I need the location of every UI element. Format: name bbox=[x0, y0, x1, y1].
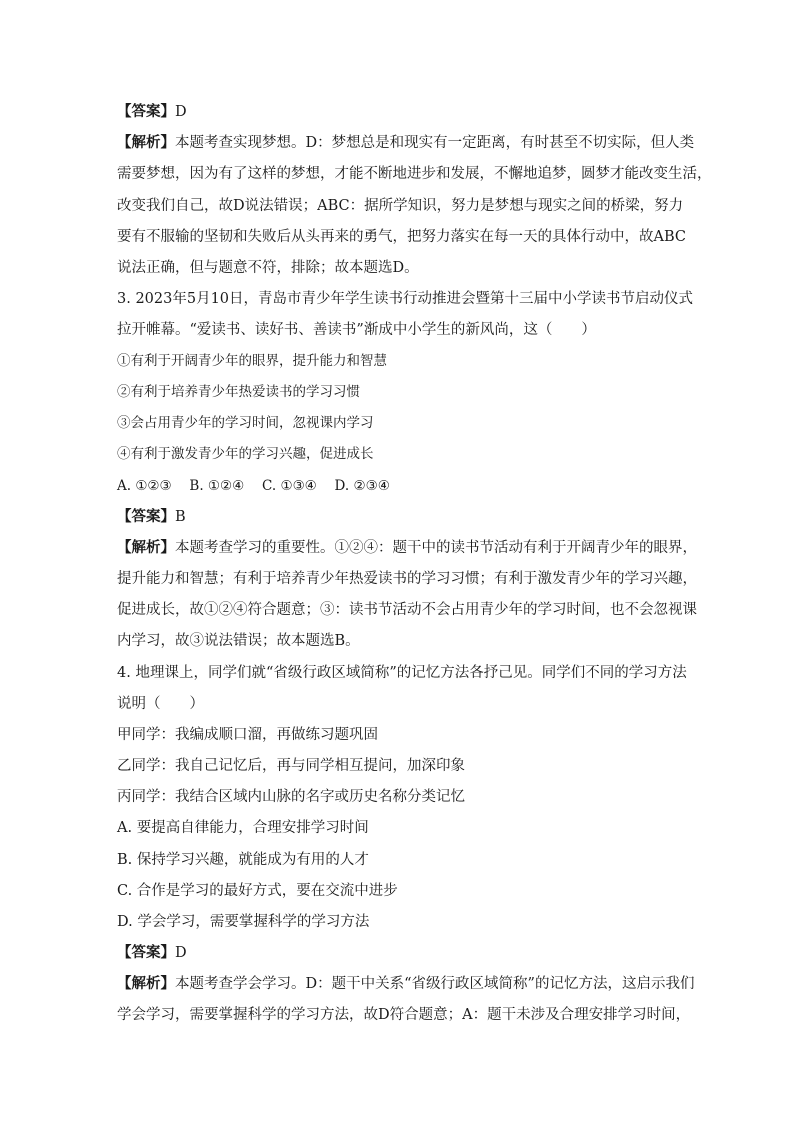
explanation-line: 要有不服输的坚韧和失败后从头再来的勇气，把努力落实在每一天的具体行动中，故ABC bbox=[117, 229, 686, 245]
explanation-line: 学会学习，需要掌握科学的学习方法，故D符合题意；A：题干未涉及合理安排学习时间， bbox=[117, 1007, 691, 1023]
answer-line-q4 bbox=[117, 943, 187, 963]
explanation-line: 【解析】本题考查学会学习。D：题干中关系“省级行政区域简称”的记忆方法，这启示我们 bbox=[117, 975, 695, 992]
answer-value: B bbox=[175, 509, 186, 525]
explanation-label: 【解析】 bbox=[117, 134, 175, 151]
explanation-line: 【解析】本题考查学习的重要性。①②④：题干中的读书节活动有利于开阔青少年的眼界， bbox=[117, 539, 697, 556]
question-item: ④有利于激发青少年的学习兴趣，促进成长 bbox=[117, 446, 374, 462]
answer-label: 【答案】 bbox=[117, 944, 175, 961]
answer-value: D bbox=[175, 104, 187, 120]
explanation-line: 促进成长，故①②④符合题意；③：读书节活动不会占用青少年的学习时间，也不会忽视课 bbox=[117, 602, 697, 618]
question-item: ③会占用青少年的学习时间，忽视课内学习 bbox=[117, 415, 374, 431]
explanation-line: 提升能力和智慧；有利于培养青少年热爱读书的学习习惯；有利于激发青少年的学习兴趣， bbox=[117, 571, 697, 587]
answer-option: A. 要提高自律能力，合理安排学习时间 bbox=[117, 820, 369, 836]
question-stem-line: 4. 地理课上，同学们就“省级行政区域简称”的记忆方法各抒己见。同学们不同的学习方法 bbox=[117, 665, 687, 681]
question-stem-line: 3. 2023年5月10日，青岛市青少年学生读书行动推进会暨第十三届中小学读书节启动仪式 bbox=[117, 291, 694, 307]
explanation-line: 说法正确，但与题意不符，排除；故本题选D。 bbox=[117, 260, 419, 276]
answer-option: B. 保持学习兴趣，就能成为有用的人才 bbox=[117, 852, 369, 868]
explanation-line: 需要梦想，因为有了这样的梦想，才能不断地进步和发展，不懈地追梦，圆梦才能改变生活， bbox=[117, 166, 712, 182]
explanation-label: 【解析】 bbox=[117, 539, 175, 556]
answer-option: C. 合作是学习的最好方式，要在交流中进步 bbox=[117, 883, 398, 899]
explanation-line: 改变我们自己，故D说法错误；ABC：据所学知识，努力是梦想与现实之间的桥梁，努力 bbox=[117, 198, 684, 214]
question-item: ①有利于开阔青少年的眼界，提升能力和智慧 bbox=[117, 353, 387, 369]
question-item: 甲同学：我编成顺口溜，再做练习题巩固 bbox=[117, 727, 378, 743]
explanation-line: 内学习，故③说法错误；故本题选B。 bbox=[117, 633, 360, 649]
answer-option: D. 学会学习，需要掌握科学的学习方法 bbox=[117, 914, 370, 930]
question-item: ②有利于培养青少年热爱读书的学习习惯 bbox=[117, 384, 360, 400]
answer-label: 【答案】 bbox=[117, 508, 175, 525]
answer-label: 【答案】 bbox=[117, 103, 175, 120]
answer-options: A. ①②③ B. ①②④ C. ①③④ D. ②③④ bbox=[117, 478, 390, 494]
explanation-label: 【解析】 bbox=[117, 975, 175, 992]
answer-value: D bbox=[175, 945, 187, 961]
question-stem-line: 拉开帷幕。“爱读书、读好书、善读书”渐成中小学生的新风尚，这（ ） bbox=[117, 322, 596, 338]
answer-line-q2 bbox=[117, 102, 187, 122]
question-item: 乙同学：我自己记忆后，再与同学相互提问，加深印象 bbox=[117, 758, 465, 774]
explanation-line: 【解析】本题考查实现梦想。D：梦想总是和现实有一定距离，有时甚至不切实际，但人类 bbox=[117, 134, 695, 151]
question-stem-line: 说明（ ） bbox=[117, 696, 204, 712]
question-item: 丙同学：我结合区域内山脉的名字或历史名称分类记忆 bbox=[117, 789, 465, 805]
answer-line-q3 bbox=[117, 507, 186, 527]
